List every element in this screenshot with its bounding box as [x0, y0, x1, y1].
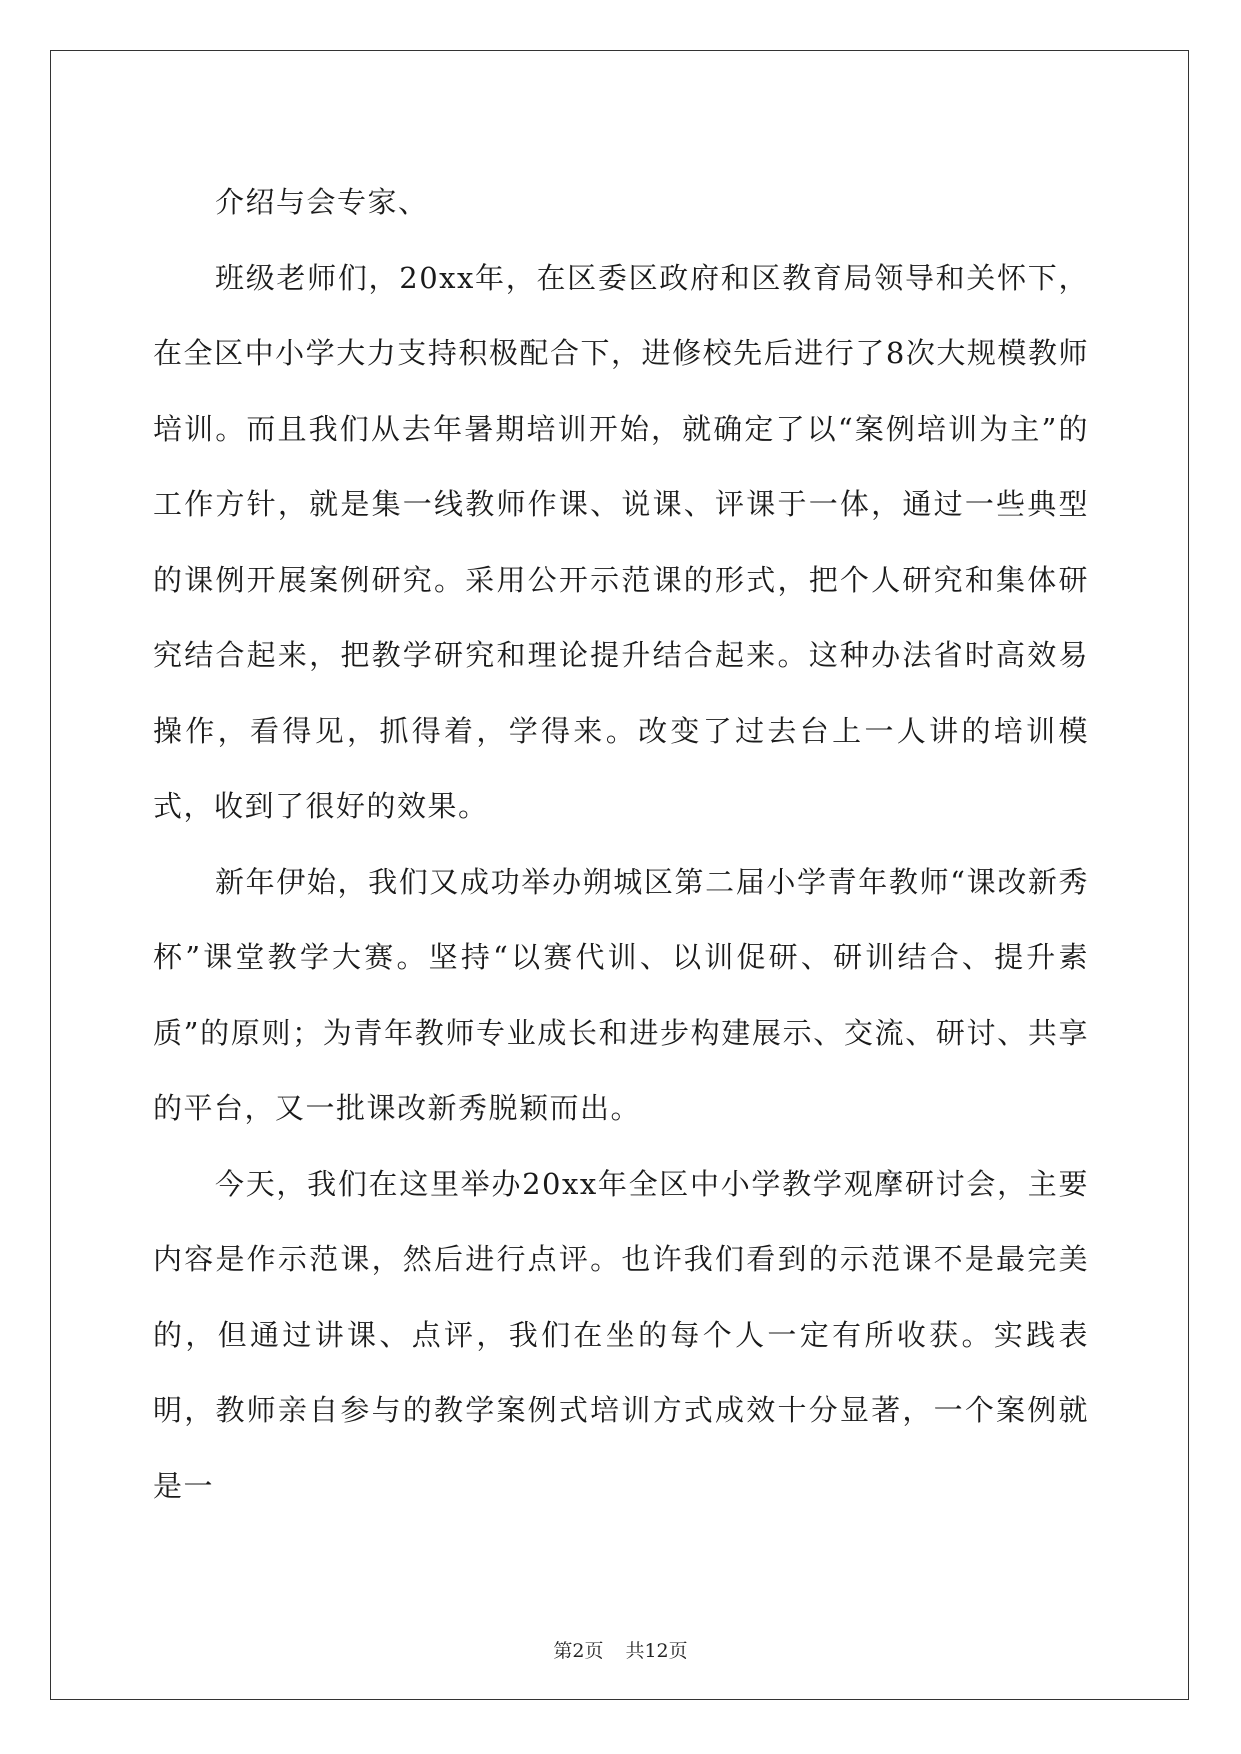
paragraph-seminar: 今天，我们在这里举办20xx年全区中小学教学观摩研讨会，主要内容是作示范课，然后进行点评。也许我们看到的示范课不是最完美的，但通过讲课、点评，我们在坐的每个人一定有所收获。实践表明，教师亲自参与的教学案例式培训方式成效十分显著，一个案例就是一 [153, 1166, 1089, 1503]
page-total: 共12页 [625, 1640, 688, 1662]
page-footer [0, 1636, 1241, 1663]
page-number: 第2页 [553, 1640, 604, 1662]
document-body [153, 165, 1089, 1524]
paragraph-intro: 介绍与会专家、 [215, 185, 429, 219]
paragraph-training: 班级老师们，20xx年，在区委区政府和区教育局领导和关怀下，在全区中小学大力支持积极配合下，进修校先后进行了8次大规模教师培训。而且我们从去年暑期培训开始，就确定了以“案例培训为主”的工作方针，就是集一线教师作课、说课、评课于一体，通过一些典型的课例开展案例研究。采用公开示范课的形式，把个人研究和集体研究结合起来，把教学研究和理论提升结合起来。这种办法省时高效易操作，看得见，抓得着，学得来。改变了过去台上一人讲的培训模式，收到了很好的效果。 [153, 260, 1089, 823]
paragraph-competition: 新年伊始，我们又成功举办朔城区第二届小学青年教师“课改新秀杯”课堂教学大赛。坚持“以赛代训、以训促研、研训结合、提升素质”的原则；为青年教师专业成长和进步构建展示、交流、研讨、共享的平台，又一批课改新秀脱颖而出。 [153, 864, 1089, 1125]
